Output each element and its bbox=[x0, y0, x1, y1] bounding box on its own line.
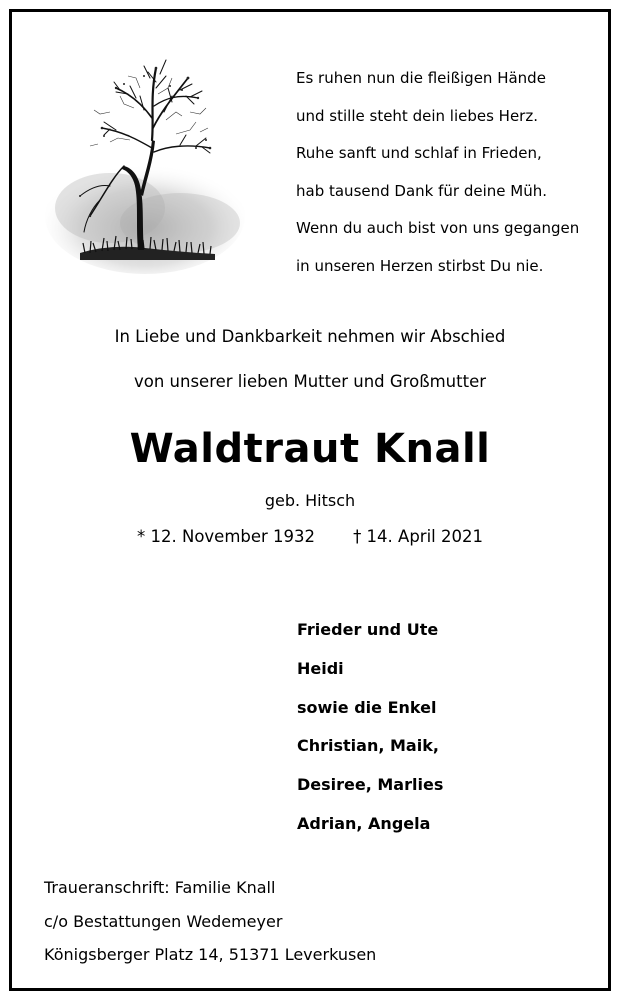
mourner-line: Desiree, Marlies bbox=[297, 775, 444, 795]
mourner-line: sowie die Enkel bbox=[297, 697, 437, 717]
mourning-address bbox=[44, 871, 376, 972]
birth-name: geb. Hitsch bbox=[264, 491, 356, 510]
farewell-line: In Liebe und Dankbarkeit nehmen wir Abschied bbox=[114, 327, 506, 346]
poem bbox=[296, 60, 596, 285]
tree-icon bbox=[40, 48, 250, 276]
address-line: Königsberger Platz 14, 51371 Leverkusen bbox=[44, 945, 377, 964]
mourner-line: Christian, Maik, bbox=[297, 736, 439, 756]
life-dates bbox=[0, 527, 620, 546]
mourner-line: Heidi bbox=[297, 658, 344, 678]
mourner-line: Frieder und Ute bbox=[297, 620, 439, 639]
poem-line: Es ruhen nun die fleißigen Hände bbox=[296, 69, 546, 87]
poem-line: hab tausend Dank für deine Müh. bbox=[296, 181, 547, 200]
address-line: c/o Bestattungen Wedemeyer bbox=[44, 911, 283, 931]
farewell-text bbox=[0, 314, 620, 404]
deceased-name: Waldtraut Knall bbox=[129, 426, 491, 472]
mourners-list bbox=[297, 611, 443, 844]
address-line: Traueranschrift: Familie Knall bbox=[44, 878, 276, 897]
birth-date: * 12. November 1932 bbox=[137, 527, 316, 546]
farewell-line: von unserer lieben Mutter und Großmutter bbox=[133, 372, 487, 391]
poem-line: und stille steht dein liebes Herz. bbox=[296, 106, 538, 125]
poem-line: Wenn du auch bist von uns gegangen bbox=[296, 219, 580, 237]
death-date: † 14. April 2021 bbox=[353, 527, 483, 546]
poem-line: Ruhe sanft und schlaf in Frieden, bbox=[296, 144, 542, 162]
mourner-line: Adrian, Angela bbox=[297, 813, 431, 833]
poem-line: in unseren Herzen stirbst Du nie. bbox=[296, 256, 544, 275]
